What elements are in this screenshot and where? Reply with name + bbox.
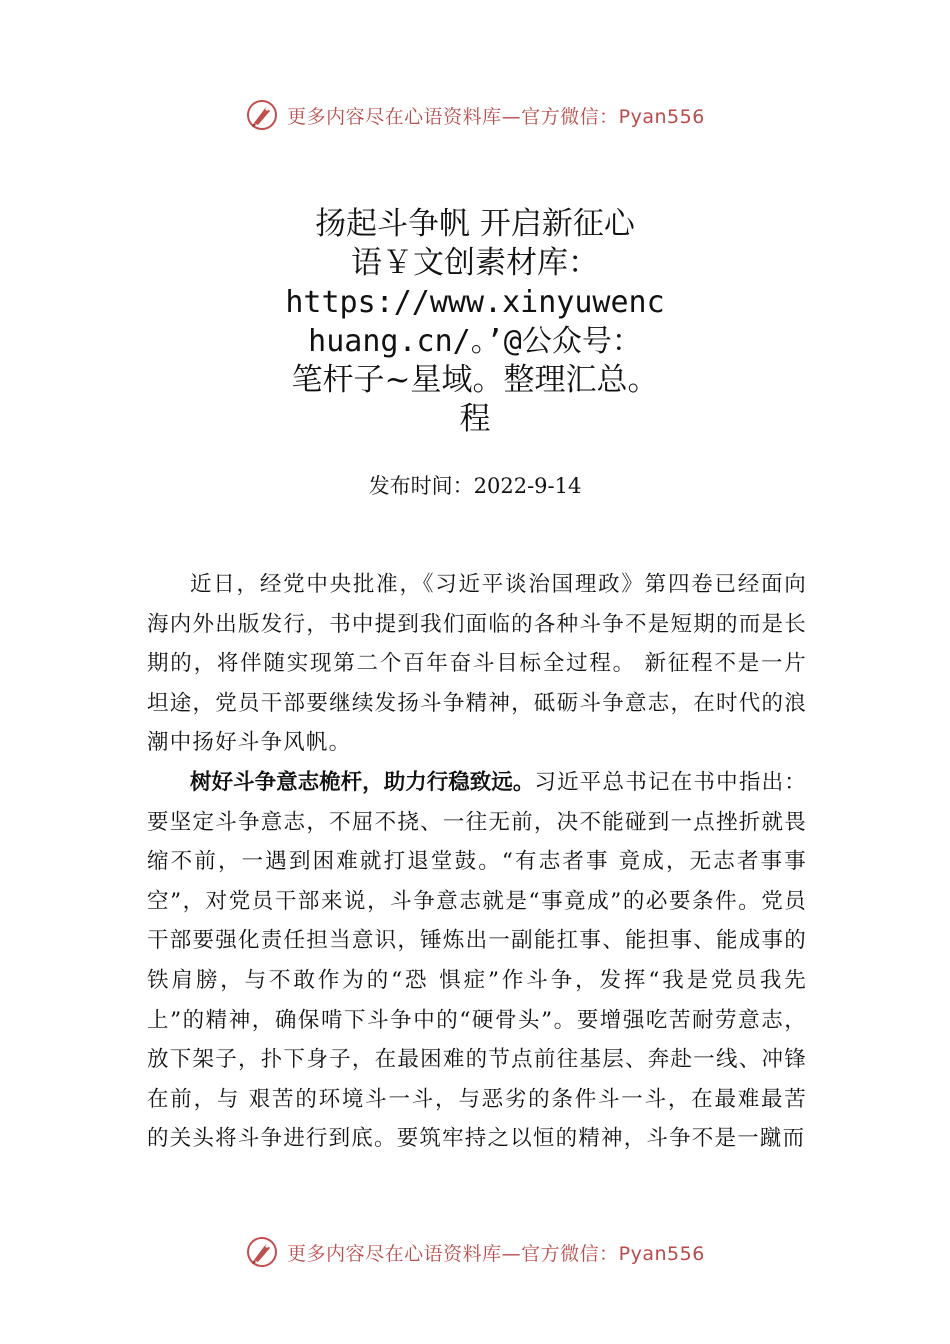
title-line: 笔杆子~星域。整理汇总。 — [291, 362, 659, 398]
title-line: huang.cn/。’@公众号： — [308, 324, 642, 359]
article-body — [147, 565, 807, 1159]
title-line: 扬起斗争帆 开启新征心 — [315, 206, 635, 242]
title-line: 程 — [459, 401, 491, 437]
header-banner — [0, 95, 950, 135]
header-banner-text: 更多内容尽在心语资料库—官方微信：Pyan556 — [287, 105, 705, 128]
paragraph — [147, 763, 807, 1159]
paragraph-text: 近日，经党中央批准，《习近平谈治国理政》第四卷已经面向海内外出版发行，书中提到我们面临的各种斗争不是短期的而是长期的，将伴随实现第二个百年奋斗目标全过程。 新征程不是一片坦途，党员干部要继续发扬斗争精神，砥砺斗争意志，在时代的浪潮中扬好斗争风帆。 — [147, 572, 807, 756]
pen-nib-logo — [245, 98, 279, 132]
paragraph-lead: 树好斗争意志桅杆，助力行稳致远。 — [190, 769, 535, 795]
footer-banner — [0, 1232, 950, 1272]
footer-banner-text: 更多内容尽在心语资料库—官方微信：Pyan556 — [287, 1242, 705, 1265]
publish-date: 发布时间：2022-9-14 — [368, 474, 582, 498]
article-title — [0, 205, 950, 439]
paragraph-text: 习近平总书记在书中指出：要坚定斗争意志，不屈不挠、一往无前，决不能碰到一点挫折就畏缩不前，一遇到困难就打退堂鼓。“有志者事 竟成，无志者事事空”，对党员干部来说，斗争意志就是“事竟成”的必要条件。党员干部要强化责任担当意识，锤炼出一副能扛事、能担事、能成事的铁肩膀，与不敢作为的“恐 惧症”作斗争，发挥“我是党员我先上”的精神，确保啃下斗争中的“硬骨头”。要增强吃苦耐劳意志，放下架子，扑下身子，在最困难的节点前往基层、奔赴一线、冲锋在前，与 艰苦的环境斗一斗，与恶劣的条件斗一斗，在最难最苦的关头将斗争进行到底。要筑牢持之以恒的精神，斗争不是一蹴而 — [147, 769, 807, 1152]
pen-nib-logo — [245, 1235, 279, 1269]
paragraph — [147, 565, 807, 763]
title-line: 语￥文创素材库： — [351, 245, 599, 281]
title-line: https://www.xinyuwenc — [285, 285, 665, 320]
